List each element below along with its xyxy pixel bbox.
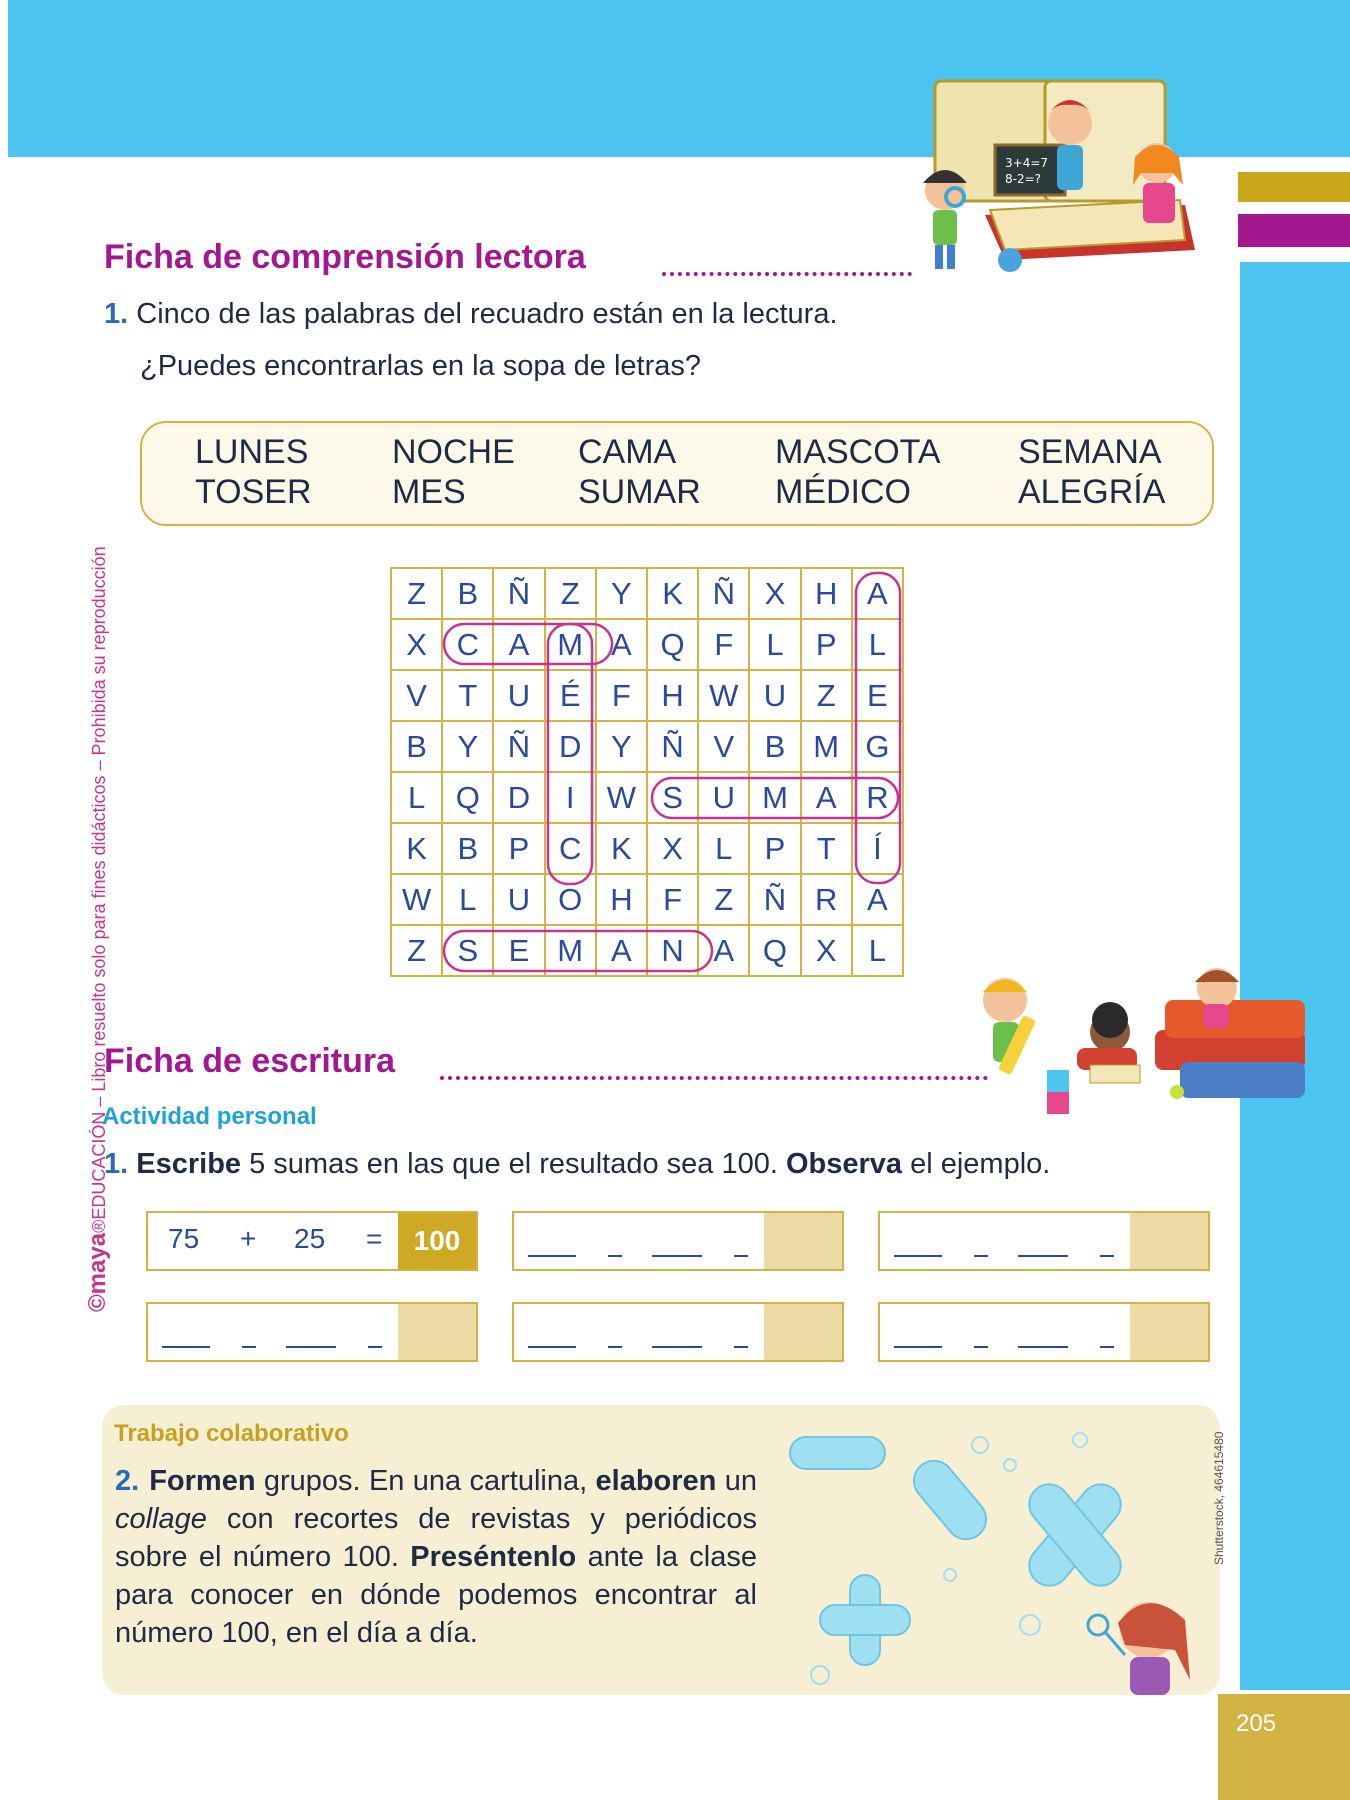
letter-cell: C [546,824,597,875]
blank-line [652,1255,702,1257]
blank-line [652,1346,702,1348]
letter-cell: A [597,926,648,977]
letter-cell: K [392,824,443,875]
letter-cell: M [802,722,853,773]
reading-title-dots [662,272,912,276]
letter-cell: W [597,773,648,824]
letter-cell: W [392,875,443,926]
instruction-verb: Observa [785,1148,903,1180]
blank-line [528,1346,576,1348]
letter-cell: S [648,773,699,824]
letter-cell: F [648,875,699,926]
letter-cell: V [392,671,443,722]
addend-a: 75 [168,1223,200,1254]
letter-cell: Z [699,875,750,926]
writing-title-dots [440,1076,988,1080]
letter-cell: H [802,569,853,620]
letter-cell: X [802,926,853,977]
letter-cell: V [699,722,750,773]
question-number: 1. [104,298,129,330]
addend-b: 25 [294,1223,326,1254]
instruction-text: grupos. En una cartulina, [255,1465,596,1497]
image-credit: Shutterstock, 464615480 [1212,1431,1226,1565]
copyright-text: ®EDUCACIÓN – Libro resuelto solo para fines didácticos – Prohibida su reproducción [89,546,109,1233]
math-symbols-bubbles-illustration [780,1425,1200,1695]
letter-cell: B [443,824,494,875]
word-item: LUNES [195,433,309,471]
blank-line [528,1255,576,1257]
letter-cell: R [853,773,904,824]
letter-cell: A [494,620,545,671]
blank-line [162,1346,210,1348]
blank-line [894,1255,942,1257]
letter-cell: X [750,569,801,620]
letter-cell: Z [392,926,443,977]
letter-cell: R [802,875,853,926]
letter-cell: B [392,722,443,773]
letter-cell: Y [443,722,494,773]
letter-cell: E [494,926,545,977]
letter-cell: A [853,875,904,926]
letter-cell: C [443,620,494,671]
reading-question-line1 [104,298,838,331]
letter-cell: Í [853,824,904,875]
letter-cell: B [443,569,494,620]
letter-cell: I [546,773,597,824]
word-item: MASCOTA [775,433,941,471]
word-search-grid [390,567,904,977]
letter-cell: Ñ [750,875,801,926]
letter-cell: L [699,824,750,875]
letter-cell: D [546,722,597,773]
sum-answer-box[interactable] [878,1302,1210,1362]
writing-subtitle: Actividad personal [102,1103,317,1130]
letter-cell: P [802,620,853,671]
svg-text:8-2=?: 8-2=? [1005,172,1042,186]
magenta-tab [1238,214,1350,247]
copyright-note [84,546,112,1312]
letter-cell: X [392,620,443,671]
writing-title: Ficha de escritura [104,1042,396,1080]
reading-question-line2: ¿Puedes encontrarlas en la sopa de letras? [140,350,702,382]
letter-cell: U [750,671,801,722]
brand-logo: ©maya [84,1232,111,1312]
letter-cell: K [648,569,699,620]
letter-cell: Q [648,620,699,671]
question-number: 1. [104,1148,129,1180]
letter-cell: H [597,875,648,926]
letter-cell: Z [546,569,597,620]
blank-line [734,1255,748,1257]
letter-cell: Y [597,722,648,773]
result-slot [1130,1304,1208,1360]
blank-line [1100,1346,1114,1348]
question-text-1: Cinco de las palabras del recuadro están en la lectura. [136,298,838,330]
letter-cell: T [802,824,853,875]
result-value: 100 [398,1213,476,1269]
blank-line [242,1346,256,1348]
letter-cell: Ñ [699,569,750,620]
word-item: MÉDICO [775,473,911,511]
page-number: 205 [1236,1710,1277,1737]
letter-cell: U [699,773,750,824]
letter-cell: T [443,671,494,722]
instruction-text: el ejemplo. [902,1148,1051,1180]
letter-cell: M [546,926,597,977]
instruction-verb: elaboren [595,1465,717,1497]
kids-book-illustration [895,75,1230,285]
letter-cell: A [802,773,853,824]
letter-cell: H [648,671,699,722]
reading-title: Ficha de comprensión lectora [104,238,586,276]
question-number: 2. [115,1465,140,1497]
letter-cell: Q [443,773,494,824]
instruction-verb: Preséntenlo [410,1541,577,1573]
letter-cell: F [699,620,750,671]
result-slot [764,1213,842,1269]
letter-cell: B [750,722,801,773]
letter-cell: Y [597,569,648,620]
letter-cell: S [443,926,494,977]
letter-cell: L [750,620,801,671]
letter-cell: Z [392,569,443,620]
word-item: CAMA [578,433,677,471]
result-slot [764,1304,842,1360]
letter-cell: Z [802,671,853,722]
letter-cell: L [392,773,443,824]
blank-line [894,1346,942,1348]
sum-answer-box[interactable] [878,1211,1210,1271]
instruction-text: un [716,1465,757,1497]
letter-cell: W [699,671,750,722]
letter-cell: A [597,620,648,671]
instruction-verb: Escribe [136,1148,242,1180]
plus-sign: + [240,1223,257,1254]
letter-cell: X [648,824,699,875]
letter-cell: O [546,875,597,926]
word-item: ALEGRÍA [1018,473,1166,511]
letter-cell: A [853,569,904,620]
writing-question [104,1148,1050,1181]
letter-cell: D [494,773,545,824]
letter-cell: L [853,926,904,977]
collab-title: Trabajo colaborativo [114,1420,349,1447]
word-item: SEMANA [1018,433,1162,471]
instruction-text: ante la clase para conocer en dónde podemos encontrar al número 100, en el día a día. [115,1541,757,1649]
result-slot [398,1304,476,1360]
blank-line [1018,1255,1068,1257]
letter-cell: P [750,824,801,875]
result-slot [1130,1213,1208,1269]
svg-text:3+4=7: 3+4=7 [1005,156,1049,170]
word-item: MES [392,473,466,511]
gold-tab [1238,172,1350,202]
letter-cell: U [494,875,545,926]
letter-cell: E [853,671,904,722]
letter-cell: G [853,722,904,773]
letter-cell: Q [750,926,801,977]
blank-line [608,1346,622,1348]
blank-line [368,1346,382,1348]
equals-sign: = [366,1223,383,1254]
word-item: TOSER [195,473,312,511]
word-item: SUMAR [578,473,701,511]
letter-cell: É [546,671,597,722]
blank-line [1100,1255,1114,1257]
instruction-italic: collage [115,1503,207,1535]
letter-cell: A [699,926,750,977]
letter-cell: U [494,671,545,722]
letter-cell: Ñ [648,722,699,773]
kids-reading-illustration [965,960,1325,1120]
blank-line [1018,1346,1068,1348]
instruction-text: con recortes de revistas y periódicos sobre el número 100. [115,1503,757,1573]
blank-line [286,1346,336,1348]
word-item: NOCHE [392,433,515,471]
sum-example-box [146,1211,478,1271]
letter-cell: Ñ [494,722,545,773]
letter-cell: L [443,875,494,926]
letter-cell: P [494,824,545,875]
letter-cell: K [597,824,648,875]
blank-line [734,1346,748,1348]
sum-answer-box[interactable] [512,1302,844,1362]
letter-cell: M [546,620,597,671]
instruction-text: 5 sumas en las que el resultado sea 100. [241,1148,786,1180]
letter-cell: N [648,926,699,977]
letter-cell: M [750,773,801,824]
blank-line [608,1255,622,1257]
instruction-verb: Formen [149,1465,256,1497]
blank-line [974,1346,988,1348]
letter-cell: F [597,671,648,722]
letter-cell: Ñ [494,569,545,620]
sum-answer-box[interactable] [146,1302,478,1362]
letter-cell: L [853,620,904,671]
blank-line [974,1255,988,1257]
sum-answer-box[interactable] [512,1211,844,1271]
collab-instructions [115,1462,757,1652]
